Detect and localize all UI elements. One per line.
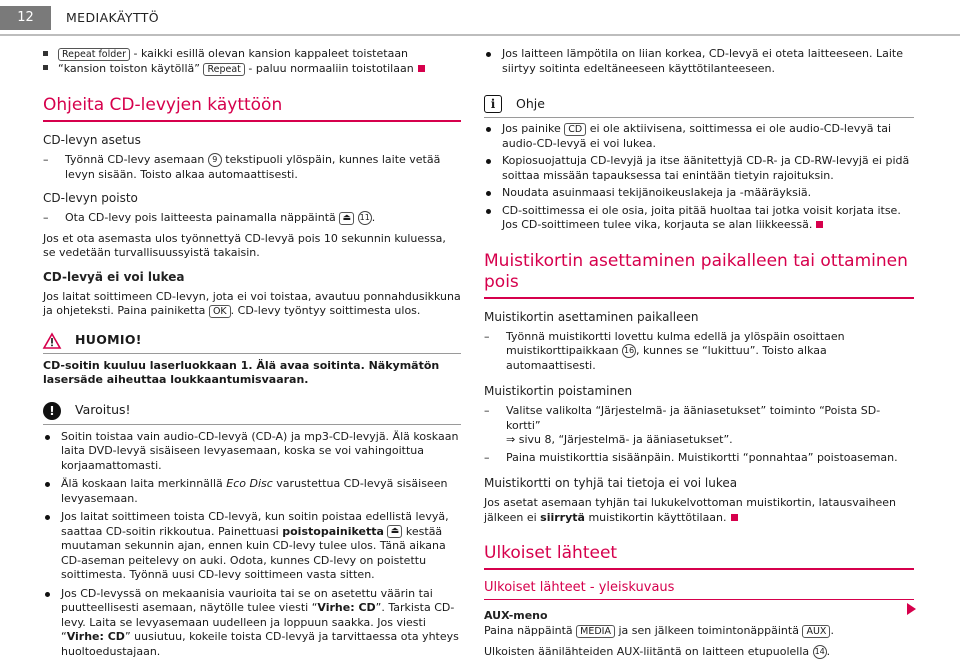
cross-reference: ⇒ sivu 8, “Järjestelmä- ja ääniasetukset”. [484, 433, 914, 448]
subsection-title: Muistikortin asettaminen paikalleen [484, 310, 914, 325]
paragraph: Ulkoisten äänilähteiden AUX-liitäntä on laitteen etupuolella 14 . [484, 645, 914, 659]
callout-number: 9 [208, 153, 222, 167]
section-title: Muistikortin asettaminen paikalleen tai ottaminen pois [484, 251, 914, 299]
callout-number: 16 [622, 344, 636, 358]
cd-key: CD [564, 123, 586, 136]
list-item: Jos CD-levyssä on mekaanisia vaurioita tai se on asetettu väärin tai puutteellisesti asemaan, näytölle tulee viesti “Virhe: CD”. Tarkista CD-levy. Laita se levyasemaan uudelleen ja loppuun saakka. Jos viesti “Virhe: CD” uusiutuu, kokeile toista CD-levyä ja tarvittaessa ota yhteys huoltoedustajaan. [43, 587, 461, 659]
warning-triangle-icon [43, 333, 61, 349]
paragraph: Jos et ota asemasta ulos työnnettyä CD-levyä pois 10 sekunnin kuluessa, se vedetään turvallisuussyistä takaisin. [43, 232, 461, 261]
repeat-folder-key: Repeat folder [58, 48, 130, 61]
page-header [0, 0, 960, 36]
page-number: 12 [0, 6, 51, 30]
arrow-right-icon: ⇒ [506, 433, 515, 446]
caution-box [43, 333, 461, 388]
paragraph: Paina näppäintä MEDIA ja sen jälkeen toimintonäppäintä AUX . [484, 624, 914, 639]
caution-title: HUOMIO! [75, 333, 142, 348]
bullet-square [43, 65, 48, 70]
warning-title: Varoitus! [75, 403, 131, 418]
list-item: “kansion toiston käytöllä” Repeat - paluu normaaliin toistotilaan [43, 62, 461, 77]
list-item: – Työnnä muistikortti lovettu kulma edellä ja ylöspäin osoittaen muistikorttipaikkaan 16 , kunnes se “lukittuu”. Toisto alkaa automaattisesti. [484, 330, 914, 374]
repeat-key: Repeat [203, 63, 244, 76]
paragraph: Jos asetat asemaan tyhjän tai lukukelvottoman muistikortin, latausvaiheen jälkeen ei siirrytä muistikortin käyttötilaan. [484, 496, 914, 525]
note-header [484, 95, 914, 118]
note-box [484, 95, 914, 233]
exclamation-icon: ! [43, 402, 61, 420]
paragraph: Jos laitat soittimeen CD-levyn, jota ei voi toistaa, avautuu ponnahdusikkuna ja ohjeteksti. Paina painiketta OK . CD-levy työntyy soittimesta ulos. [43, 290, 461, 319]
list-item: Jos laitat soittimeen toista CD-levyä, kun soitin poistaa edellistä levyä, saattaa CD-soitin rikkoutua. Painettuasi poistopainiketta ⏏ kestää muutaman sekunnin ajan, ennen kuin CD-levy tulee ulos. Tänä aikana CD-aseman peitelevy on auki. Odota, kunnes CD-levy on poistettu soittimesta. Työnnä uusi CD-levy soittimeen vasta sitten. [43, 510, 461, 583]
subsection-title: Ulkoiset lähteet - yleiskuvaus [484, 580, 914, 600]
list-item: Repeat folder - kaikki esillä olevan kansion kappaleet toistetaan [43, 47, 461, 62]
list-item: – Valitse valikolta “Järjestelmä- ja ääniasetukset” toiminto “Poista SD-kortti” [484, 404, 914, 433]
right-column [484, 47, 914, 659]
note-title: Ohje [516, 97, 545, 112]
list-item: Jos painike CD ei ole aktiivisena, soittimessa ei ole audio-CD-levyä tai audio-CD-levyä ei voi lukea. [484, 122, 914, 151]
section-title: Ohjeita CD-levyjen käyttöön [43, 95, 461, 122]
caution-header [43, 333, 461, 354]
callout-number: 14 [813, 645, 827, 659]
list-item: CD-soittimessa ei ole osia, joita pitää huoltaa tai jotka voisit korjata itse. Jos CD-soittimeen tulee vika, korjauta se alan liikkeessä. [484, 204, 914, 233]
ok-key: OK [209, 305, 231, 318]
section-title: Ulkoiset lähteet [484, 543, 914, 570]
subsection-title: CD-levyn poisto [43, 191, 461, 206]
caution-text: CD-soitin kuuluu laserluokkaan 1. Älä avaa soitinta. Näkymätön lasersäde aiheuttaa loukkaantumisvaaran. [43, 359, 461, 388]
end-marker [418, 65, 425, 72]
aux-title: AUX-meno [484, 608, 914, 623]
list-item: – Paina muistikorttia sisäänpäin. Muistikortti “ponnahtaa” poistoaseman. [484, 451, 914, 466]
subsection-title: CD-levyä ei voi lukea [43, 270, 461, 285]
list-item: – Työnnä CD-levy asemaan 9 tekstipuoli ylöspäin, kunnes laite vetää levyn sisään. Toisto alkaa automaattisesti. [43, 153, 461, 182]
eject-icon: ⏏ [387, 525, 402, 538]
subsection-title: Muistikortin poistaminen [484, 384, 914, 399]
list-item: – Ota CD-levy pois laitteesta painamalla näppäintä ⏏ 11 . [43, 211, 461, 226]
left-column [43, 47, 461, 659]
end-marker [731, 514, 738, 521]
list-item: Jos laitteen lämpötila on liian korkea, CD-levyä ei oteta laitteeseen. Laite siirtyy soitinta edeltäneeseen käyttötilanteeseen. [484, 47, 914, 76]
warning-box [43, 402, 461, 659]
subsection-title: Muistikortti on tyhjä tai tietoja ei voi lukea [484, 476, 914, 491]
end-marker [816, 221, 823, 228]
subsection-title: CD-levyn asetus [43, 133, 461, 148]
eject-icon: ⏏ [339, 212, 354, 225]
list-item: Kopiosuojattuja CD-levyjä ja itse äänitettyjä CD-R- ja CD-RW-levyjä ei pidä soittaa missään tapauksessa tai enintään tietyin rajoituksin. [484, 154, 914, 183]
warning-header [43, 402, 461, 425]
bullet-square [43, 51, 48, 56]
next-page-arrow-icon [907, 603, 916, 615]
list-item: Soitin toistaa vain audio-CD-levyä (CD-A) ja mp3-CD-levyjä. Älä koskaan laita DVD-levyä sisäiseen levyasemaan, koska se voi vahingoittua korjaamattomasti. [43, 430, 461, 474]
aux-key: AUX [802, 625, 830, 638]
info-icon: i [484, 95, 502, 113]
media-key: MEDIA [576, 625, 615, 638]
callout-number: 11 [358, 211, 372, 225]
chapter-title: MEDIAKÄYTTÖ [66, 6, 159, 30]
list-item: Noudata asuinmaasi tekijänoikeuslakeja ja -määräyksiä. [484, 186, 914, 201]
list-item: Älä koskaan laita merkinnällä Eco Disc varustettua CD-levyä sisäiseen levyasemaan. [43, 477, 461, 506]
